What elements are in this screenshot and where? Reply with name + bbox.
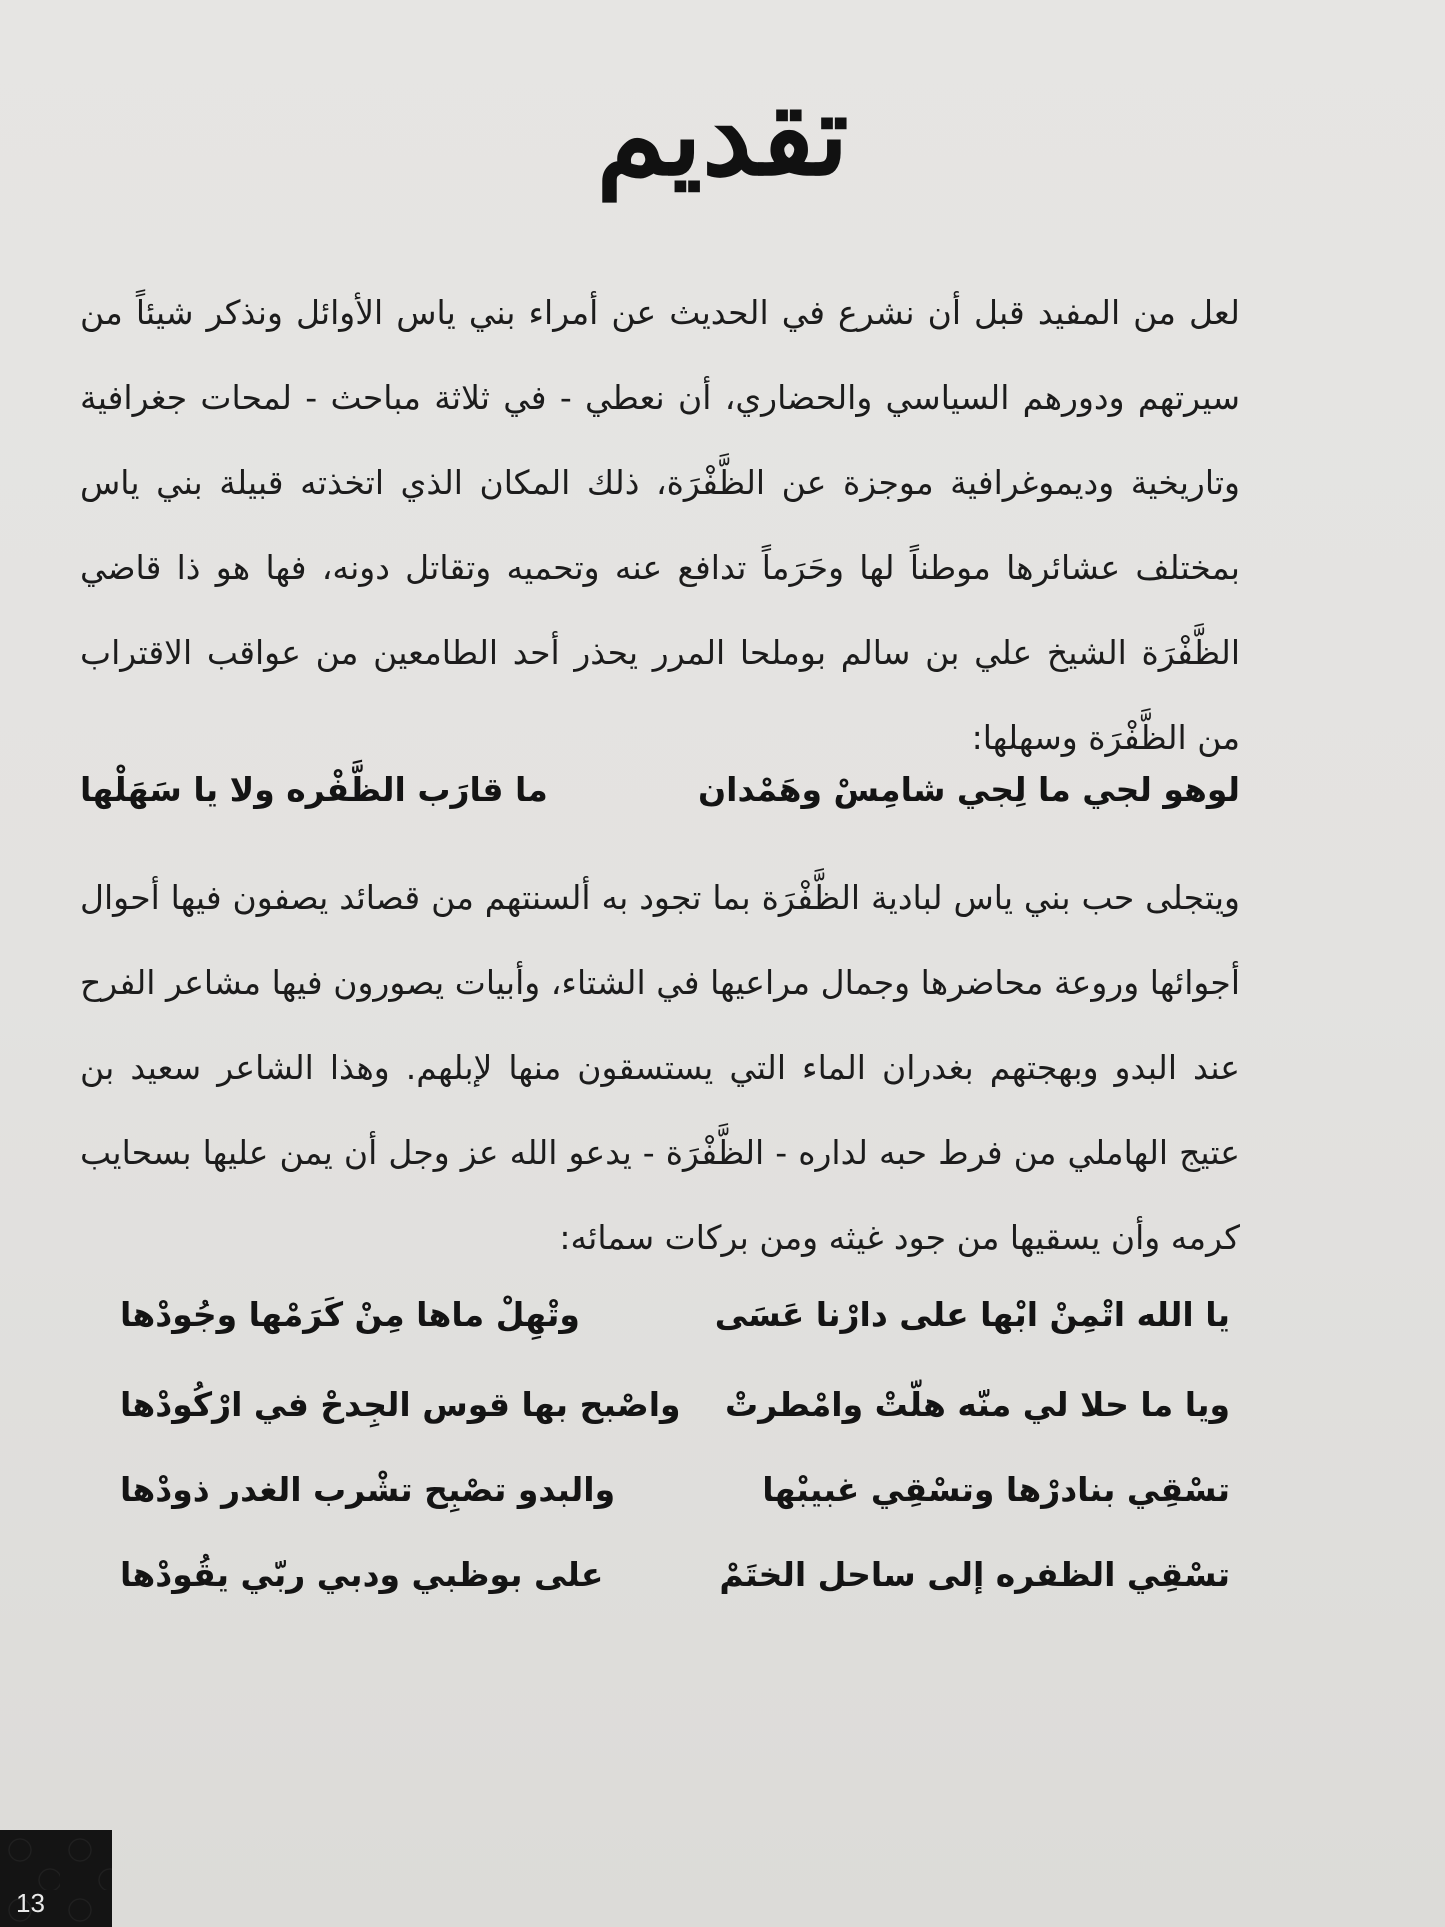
verse-line	[120, 1555, 1230, 1605]
verse-second-hemistich: ما قارَب الظَّفْره ولا يا سَهَلْها	[80, 770, 548, 809]
verse-second-hemistich: والبدو تصْبِح تشْرب الغدر ذودْها	[120, 1470, 616, 1509]
verse-line	[120, 1385, 1230, 1435]
verse-second-hemistich: واصْبح بها قوس الجِدحْ في ارْكُودْها	[120, 1385, 681, 1424]
verse-line	[120, 1470, 1230, 1520]
verse-first-hemistich: تسْقِي الظفره إلى ساحل الختَمْ	[719, 1555, 1230, 1594]
verse-first-hemistich: تسْقِي بنادرْها وتسْقِي غبيبْها	[762, 1470, 1230, 1509]
intro-paragraph: لعل من المفيد قبل أن نشرع في الحديث عن أمراء بني ياس الأوائل ونذكر شيئاً من سيرتهم ودورهم السياسي والحضاري، أن نعطي - في ثلاثة مباحث - لمحات جغرافية وتاريخية وديموغرافية موجزة عن الظَّفْرَة، ذلك المكان الذي اتخذته قبيلة بني ياس بمختلف عشائرها موطناً لها وحَرَماً تدافع عنه وتحميه وتقاتل دونه، فها هو ذا قاضي الظَّفْرَة الشيخ علي بن سالم بوملحا المرر يحذر أحد الطامعين من عواقب الاقتراب من الظَّفْرَة وسهلها:	[80, 293, 1240, 757]
verse-line	[80, 770, 1240, 820]
page-number: 13	[16, 1888, 45, 1918]
verse-first-hemistich: يا الله اتْمِنْ ابْها على دارْنا عَسَى	[714, 1295, 1230, 1334]
verse-line	[120, 1295, 1230, 1345]
chapter-title: تقديم	[596, 70, 849, 201]
verse-second-hemistich: على بوظبي ودبي ربّي يقُودْها	[120, 1555, 604, 1594]
verse-first-hemistich: ويا ما حلا لي منّه هلّتْ وامْطرتْ	[725, 1385, 1230, 1424]
verse-first-hemistich: لوهو لجي ما لِجي شامِسْ وهَمْدان	[697, 770, 1240, 809]
second-paragraph: ويتجلى حب بني ياس لبادية الظَّفْرَة بما تجود به ألسنتهم من قصائد يصفون فيها أحوال أجوائها وروعة محاضرها وجمال مراعيها في الشتاء، وأبيات يصورون فيها مشاعر الفرح عند البدو وبهجتهم بغدران الماء التي يستسقون منها لإبلهم. وهذا الشاعر سعيد بن عتيج الهاملي من فرط حبه لداره - الظَّفْرَة - يدعو الله عز وجل أن يمن عليها بسحايب كرمه وأن يسقيها من جود غيثه ومن بركات سمائه:	[80, 878, 1240, 1257]
verse-second-hemistich: وتْهِلْ ماها مِنْ كَرَمْها وجُودْها	[120, 1295, 580, 1334]
